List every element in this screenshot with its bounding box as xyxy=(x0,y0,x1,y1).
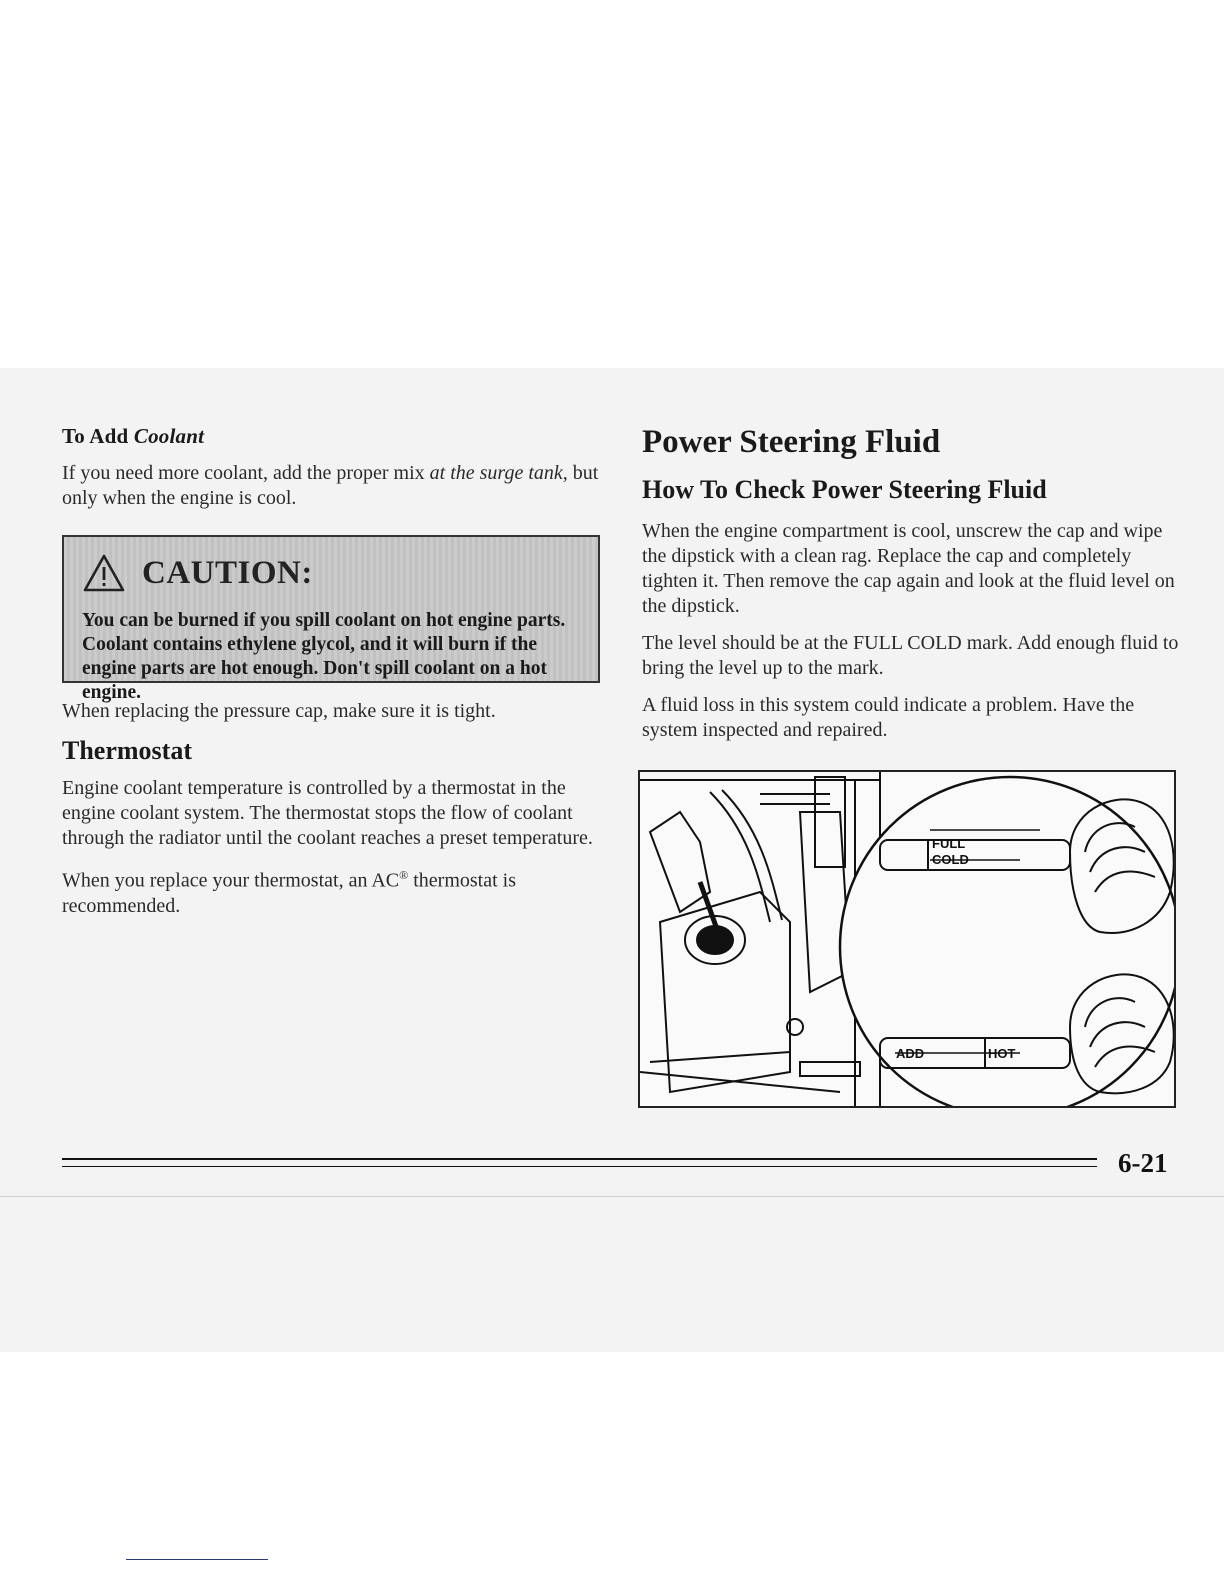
left-column xyxy=(62,424,602,931)
page-edge-line xyxy=(0,1196,1224,1197)
label-full: FULL xyxy=(932,836,966,851)
thermostat-heading: Thermostat xyxy=(62,736,192,765)
diagram-illustration xyxy=(640,772,1174,1106)
page-number: 6-21 xyxy=(1118,1148,1168,1178)
power-steering-title: Power Steering Fluid xyxy=(642,424,941,460)
caution-title: CAUTION: xyxy=(142,554,313,591)
pressure-cap-paragraph: When replacing the pressure cap, make sure it is tight. xyxy=(62,700,496,722)
thermostat-paragraph-2: When you replace your thermostat, an AC® thermostat is recommended. xyxy=(62,868,517,917)
power-steering-paragraph-2: The level should be at the FULL COLD mark. Add enough fluid to bring the level up to the mark. xyxy=(642,632,1179,679)
footer-rule-bottom xyxy=(62,1166,1097,1167)
power-steering-paragraph-1: When the engine compartment is cool, unscrew the cap and wipe the dipstick with a clean rag. Replace the cap and completely tighten it. Then remove the cap again and look at the fluid level on the dipstick. xyxy=(642,520,1175,617)
power-steering-dipstick-diagram xyxy=(638,770,1176,1108)
label-hot: HOT xyxy=(988,1046,1016,1061)
thermostat-paragraph-1: Engine coolant temperature is controlled by a thermostat in the engine coolant system. The thermostat stops the flow of coolant through the radiator until the coolant reaches a preset temperature. xyxy=(62,777,593,849)
caution-header xyxy=(82,553,313,593)
warning-triangle-icon xyxy=(82,553,126,593)
power-steering-subtitle: How To Check Power Steering Fluid xyxy=(642,475,1047,504)
label-cold: COLD xyxy=(932,852,969,867)
right-column xyxy=(642,424,1182,755)
add-coolant-heading: To Add Coolant xyxy=(62,424,205,448)
caution-box xyxy=(62,535,600,703)
add-coolant-paragraph: If you need more coolant, add the proper mix at the surge tank, but only when the engine is cool. xyxy=(62,462,599,509)
label-add: ADD xyxy=(896,1046,925,1061)
caution-text: You can be burned if you spill coolant on hot engine parts. Coolant contains ethylene glycol, and it will burn if the engine parts are hot enough. Don't spill coolant on a hot engine. xyxy=(82,610,566,703)
bottom-stub-line xyxy=(126,1559,268,1560)
footer-rule-top xyxy=(62,1158,1097,1160)
power-steering-paragraph-3: A fluid loss in this system could indicate a problem. Have the system inspected and repaired. xyxy=(642,694,1135,741)
